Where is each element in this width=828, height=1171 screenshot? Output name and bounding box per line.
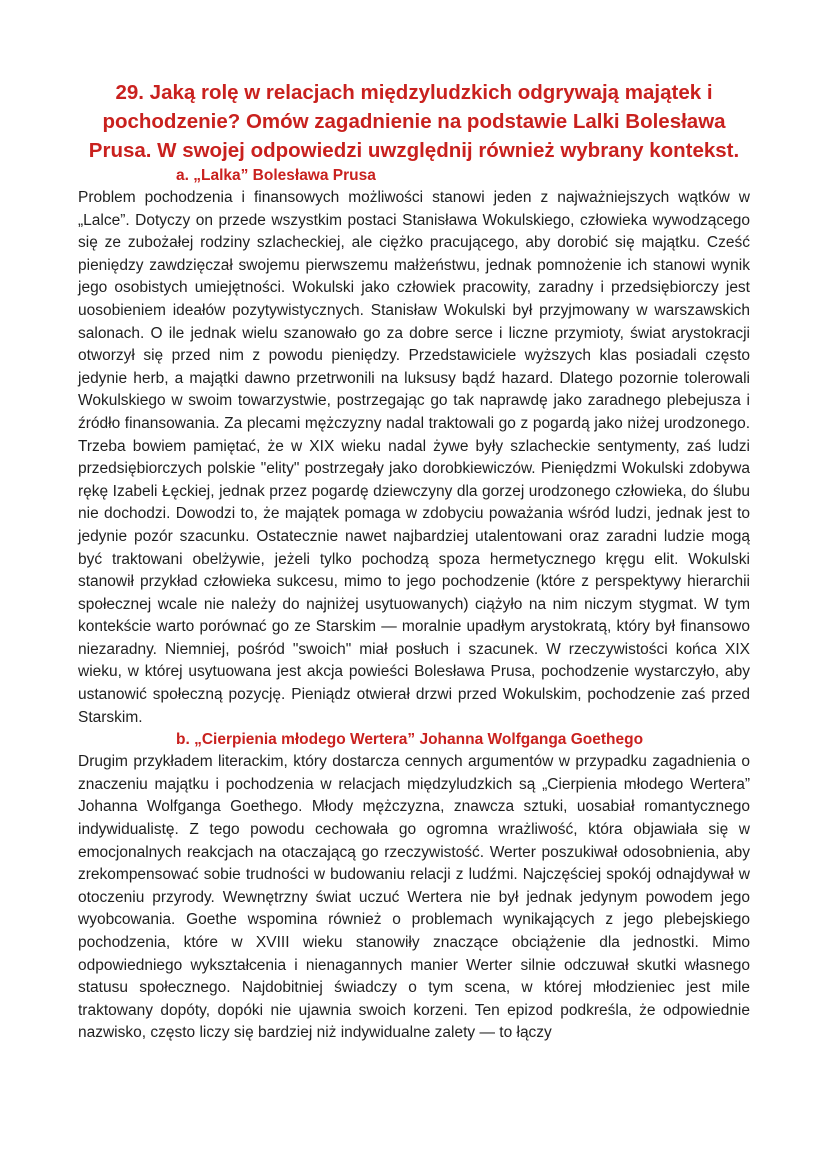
document-page xyxy=(78,78,750,1045)
section-heading-werter: b. „Cierpienia młodego Wertera” Johanna Wolfganga Goethego xyxy=(176,731,644,749)
section-heading-lalka: a. „Lalka” Bolesława Prusa xyxy=(176,167,376,184)
document-title: 29. Jaką rolę w relacjach międzyludzkich odgrywają majątek i pochodzenie? Omów zagadnienie na podstawie Lalki Bolesława Prusa. W swojej odpowiedzi uwzględnij również wybrany kontekst. xyxy=(88,81,740,162)
section-body-lalka: Problem pochodzenia i finansowych możliwości stanowi jeden z najważniejszych wątków w „Lalce”. Dotyczy on przede wszystkim postaci Stanisława Wokulskiego, człowieka wywodzącego się ze zubożałej rodziny szlacheckiej, ale ciężko pracującego, aby dorobić się majątku. Cześć pieniędzy zawdzięczał swojemu pierwszemu małżeństwu, jednak pomnożenie ich stanowi wynik jego osobistych umiejętności. Wokulski jako człowiek pracowity, zaradny i przedsiębiorczy jest uosobieniem ideałów pozytywistycznych. Stanisław Wokulski był przyjmowany w warszawskich salonach. O ile jednak wielu szanowało go za dobre serce i liczne przymioty, świat arystokracji otworzył się przed nim z powodu pieniędzy. Przedstawiciele wyższych klas posiadali często jedynie herb, a majątki dawno przetrwonili na luksusy bądź hazard. Dlatego pozornie tolerowali Wokulskiego w swoim towarzystwie, postrzegając go tak naprawdę jako zaradnego plebejusza i źródło finansowania. Za plecami mężczyzny nadal traktowali go z pogardą jako niżej urodzonego. Trzeba bowiem pamiętać, że w XIX wieku nadal żywe były szlacheckie sentymenty, zaś ludzi przedsiębiorczych polskie "elity" postrzegały jako dorobkiewiczów. Pieniędzmi Wokulski zdobywa rękę Izabeli Łęckiej, jednak przez pogardę dziewczyny dla gorzej urodzonego człowieka, do ślubu nie dochodzi. Dowodzi to, że majątek pomaga w zdobyciu poważania wśród ludzi, jednak jest to jedynie pozór szacunku. Ostatecznie nawet najbardziej utalentowani oraz zaradni ludzie mogą być traktowani obelżywie, jeżeli tylko pochodzą spoza hermetycznego kręgu elit. Wokulski stanowił przykład człowieka sukcesu, mimo to jego pochodzenie (które z perspektywy hierarchii społecznej wcale nie należy do najniżej usytuowanych) ciążyło na nim niczym stygmat. W tym kontekście warto porównać go ze Starskim — moralnie upadłym arystokratą, który był finansowo niezaradny. Niemniej, pośród "swoich" miał posłuch i szacunek. W rzeczywistości końca XIX wieku, w której usytuowana jest akcja powieści Bolesława Prusa, pochodzenie wystarczyło, aby ustanowić społeczną pozycję. Pieniądz otwierał drzwi przed Wokulskim, pochodzenie zaś przed Starskim. xyxy=(78,189,750,726)
section-body-werter: Drugim przykładem literackim, który dostarcza cennych argumentów w przypadku zagadnienia o znaczeniu majątku i pochodzenia w relacjach międzyludzkich są „Cierpienia młodego Wertera” Johanna Wolfganga Goethego. Młody mężczyzna, znawcza sztuki, uosabiał romantycznego indywidualistę. Z tego powodu cechowała go ogromna wrażliwość, która objawiała się w emocjonalnych reakcjach na otaczającą go rzeczywistość. Werter poszukiwał odosobnienia, aby zrekompensować sobie trudności w budowaniu relacji z ludźmi. Najczęściej spokój odnajdywał w otoczeniu przyrody. Wewnętrzny świat uczuć Wertera nie był jednak jedynym powodem jego wyobcowania. Goethe wspomina również o problemach wynikających z jego plebejskiego pochodzenia, które w XVIII wieku stanowiły znaczące obciążenie dla jednostki. Mimo odpowiedniego wykształcenia i nienagannych manier Werter silnie odczuwał skutki własnego statusu społecznego. Najdobitniej świadczy o tym scena, w której młodzieniec jest mile traktowany dopóty, dopóki nie ujawnia swoich korzeni. Ten epizod podkreśla, że odpowiednie nazwisko, często liczy się bardziej niż indywidualne zalety — to łączy xyxy=(78,753,750,1042)
